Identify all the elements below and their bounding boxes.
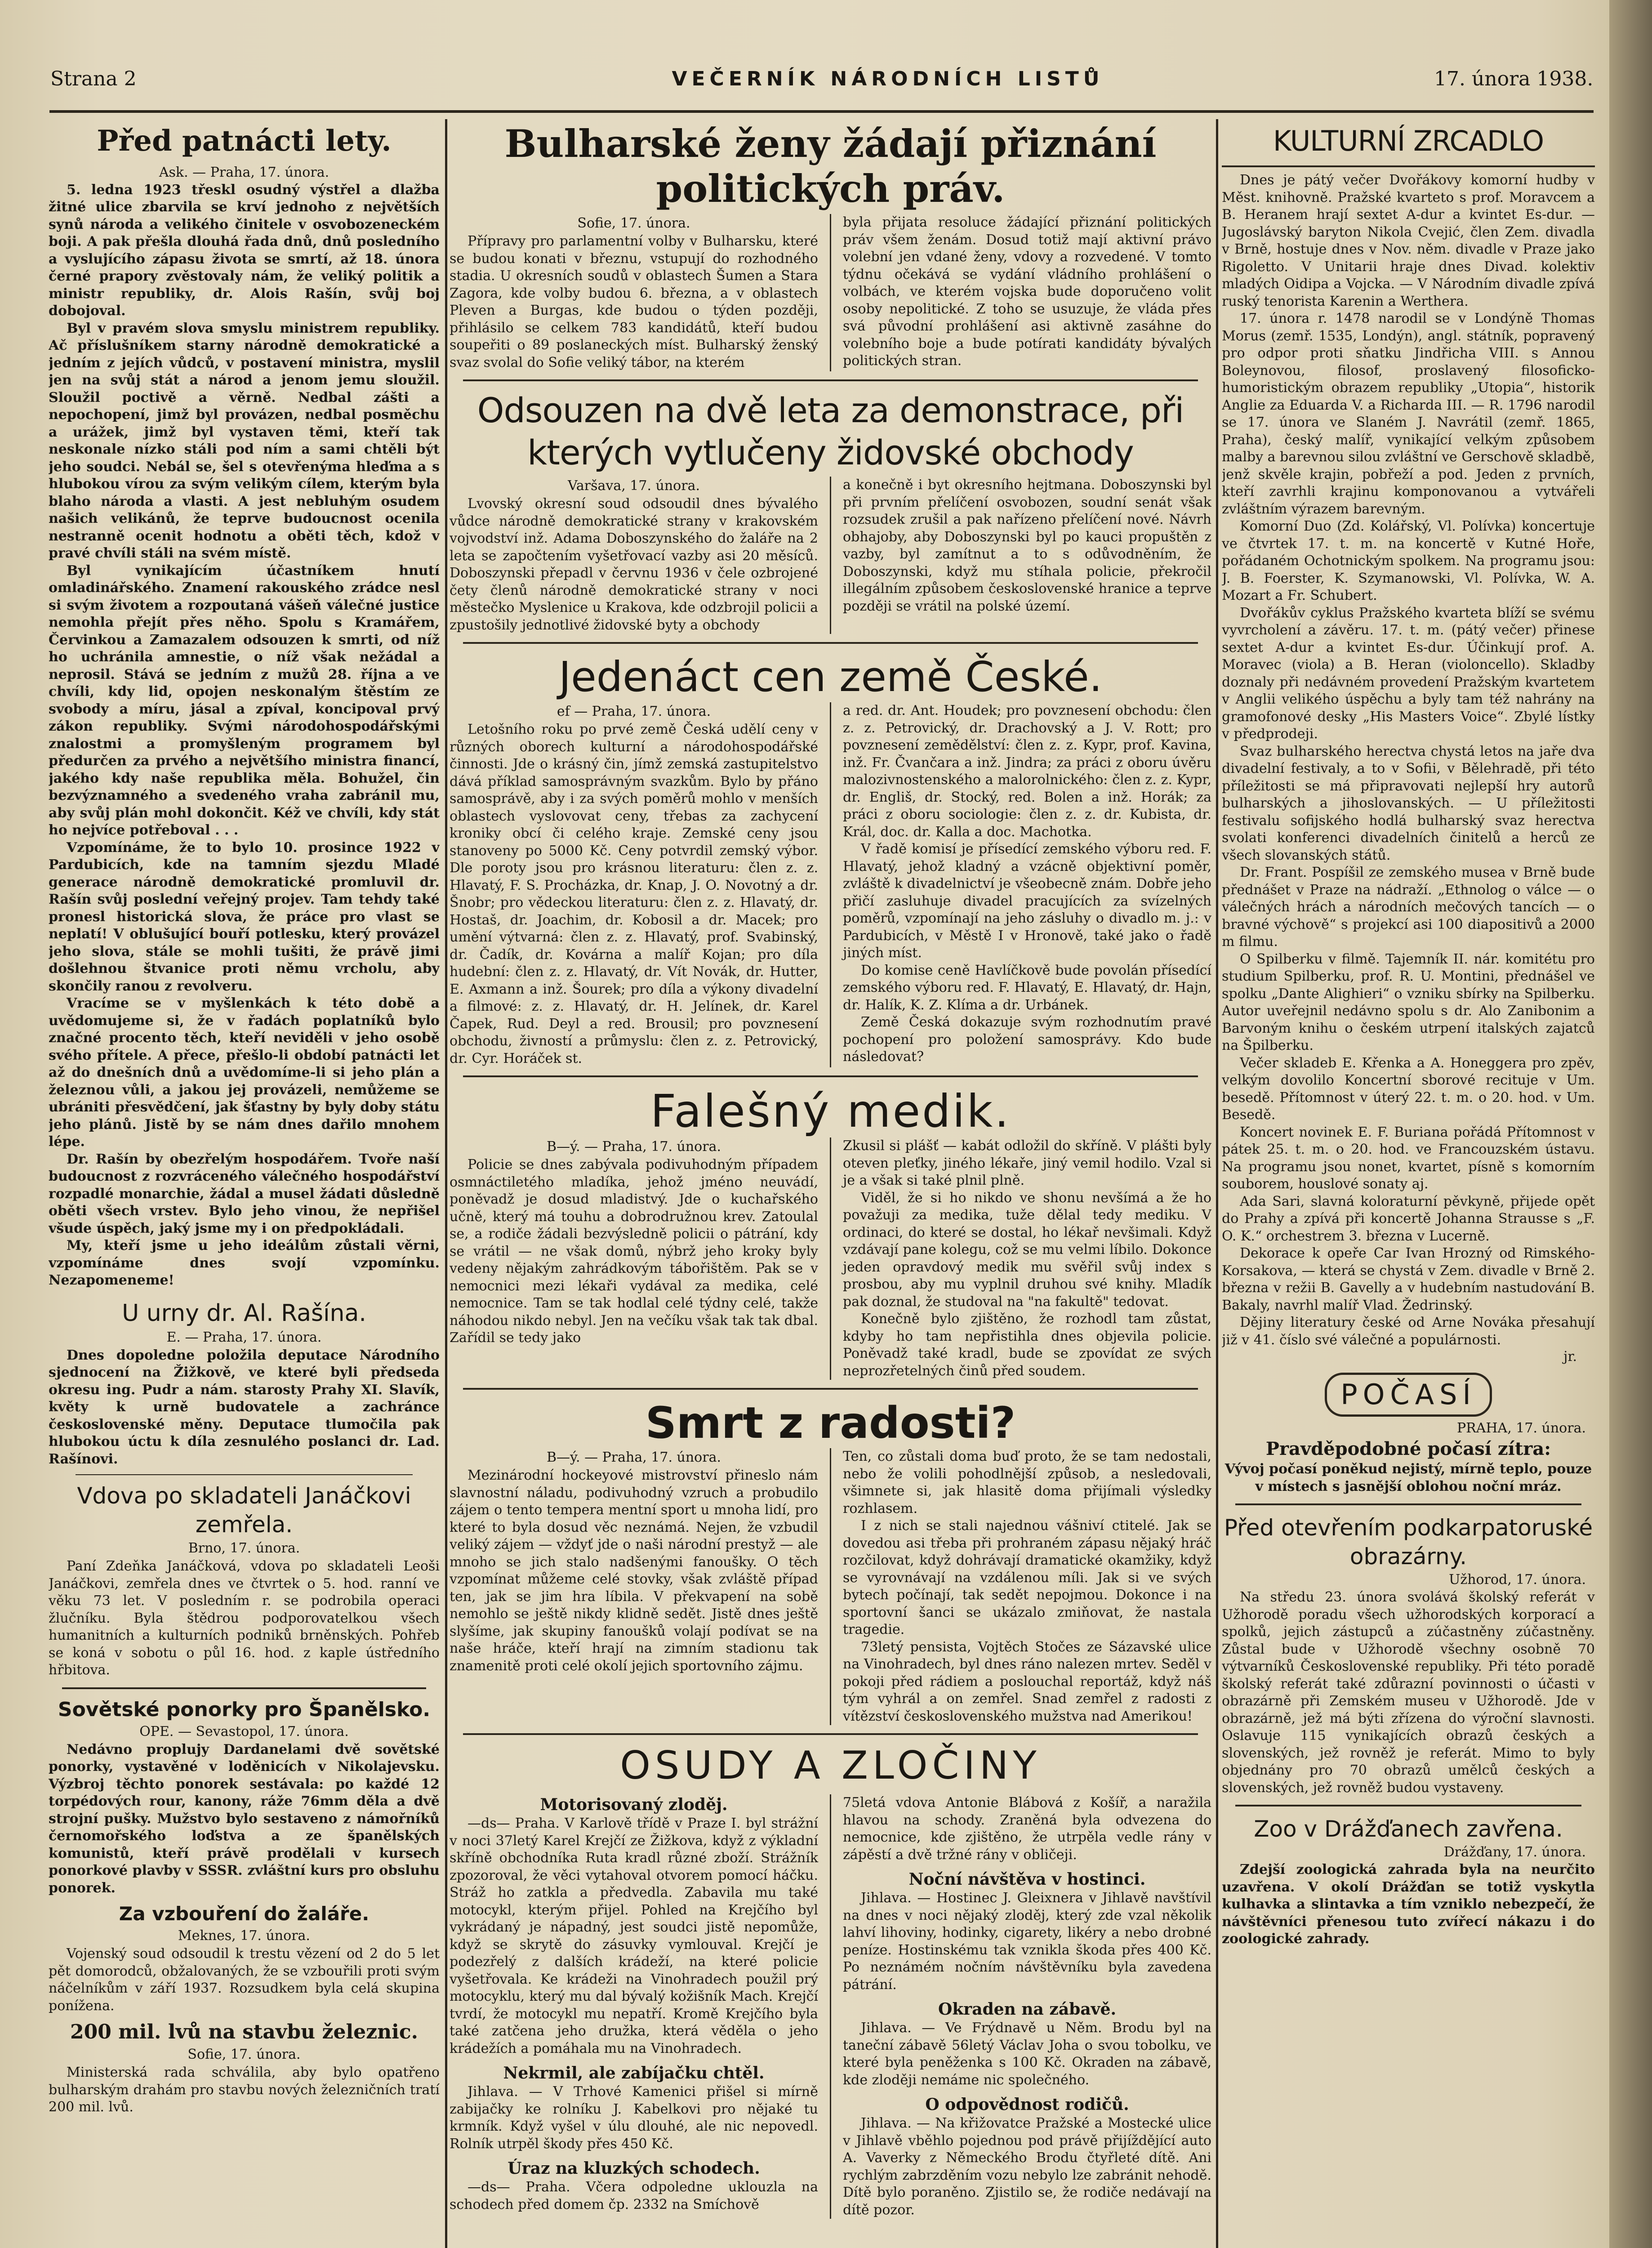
smrt-col2: Ten, co zůstali doma buď proto, že se tam nedostali, nebo že volili pohodlnější způsob, a nesledovali, všimnete si, jak hlasitě doma přijímali výsledky rozhlasem. bbox=[843, 1449, 1211, 1517]
masthead: VEČERNÍK NÁRODNÍCH LISTŮ bbox=[672, 67, 1104, 90]
kulturni-p5: Svaz bulharského herectva chystá letos na jaře dva divadelní festivaly, a to v Sofii, v Bělehradě, při této příležitosti se má připravovati nejlepší hry autorů bulharských a jihoslovanských. — U příležitosti festivalu sofijského hodlá bulharský svaz herectva svolati konferenci divadelních činitelů a herců ze všech slovanských států. bbox=[1222, 743, 1595, 863]
motor-text: —ds— Praha. V Karlově třídě v Praze I. byl strážní v noci 37letý Karel Krejčí ze Žižkova, když z výkladní skříně obchodníka Ruta kradl různé zboží. Strážník zpozoroval, že věci vytahoval otvorem pomocí háčku. Stráž ho zatkla a předvedla. Zabavila mu také motocykl, kterým přijel. Pohled na Krejčího byl vykrádaný je nápadný, jest soudci jistě nepomůže, když se skrytě do zásuvky vymlouval. Krejčí je podezřelý z dalších krádeží, na které policie vyšetřovala. Ke krádeži na Vinohradech použil prý motocyklu, který mu dal bývalý kožišník Mach. Krejčí tvrdí, že motocykl mu nepatří. Kromě Krejčího byla také zatčena jeho družka, která věděla o jeho krádežích a pomáhala mu na Vinohradech. bbox=[450, 1815, 818, 2056]
medik-col2b: Viděl, že si ho nikdo ve shonu nevšímá a že ho považuji za medika, tuže dělal tedy mediku. V ordinaci, do které se dostal, ho lékař nevšimali. Když vzdávají pane kolegu, což se mu velmi líbilo. Dokonce jeden opravdový medik mu svěřil svůj index s prosbou, aby mu vyplnil druhou své knihy. Mladík pak doznal, že studoval na "na fakultě" tedovat. bbox=[843, 1190, 1211, 1310]
separator bbox=[1235, 1503, 1581, 1505]
headline-odsouzen: Odsouzen na dvě leta za demonstrace, při kterých vytlučeny židovské obchody bbox=[477, 390, 1184, 473]
odsouzen-col2: a konečně i byt okresního hejtmana. Doboszynski byl při prvním přelíčení osvobozen, soudní senát však rozsudek zrušil a pak nařízeno přelíčení nové. Návrh obhajoby, aby Doboszynski byl po kauci propuštěn z vazby, byl zamítnut a to s odůvodněním, že Doboszynski, když mu stíhala policie, překročil illegálním způsobem československé hranice a teprve později se vrátil na polské území. bbox=[843, 477, 1211, 614]
patnacti-p2: Byl v pravém slova smyslu ministrem republiky. Ač příslušníkem starny národně demokratické a jedním z jejích vůdců, v postavení ministra, myslil jen na svůj stát a národ a jenom jemu sloužil. Sloužil poctivě a věrně. Nedbal zášti a nepochopení, jimž byl provázen, nedbal posměchu a urážek, jimž byl vystaven těmi, kteří tak neskonale nízko stáli pod ním a sami chtěli být jeho soudci. Nebál se, šel s otevřenýma hleďma a s hlubokou vírou za svým velikým cílem, kterým byla blaho národa a vlasti. A jest nebluhým osudem našich velikánů, že teprve budoucnost ocenila nestranně ocenit hodnotu a oběti těch, kdož v pravé chvíli stáli na svém místě. bbox=[49, 320, 440, 561]
navsteva-text: Jihlava. — Hostinec J. Gleixnera v Jihlavě navštívil na dnes v noci nějaký zloděj, který zde vzal několik lahví lihoviny, hodinky, cigarety, likéry a nebo drobné peníze. Hostinskému tak vznikla škoda přes 400 Kč. Po neznámém nočním návštěvníku byla zavedena pátrání. bbox=[843, 1890, 1211, 1993]
left-column bbox=[49, 124, 440, 2248]
odsouzen-dateline: Varšava, 17. února. bbox=[567, 478, 700, 494]
pocasi-dateline: PRAHA, 17. února. bbox=[1456, 1420, 1586, 1436]
medik-body bbox=[450, 1137, 1211, 1380]
pocasi-banner bbox=[1222, 1373, 1595, 1417]
separator bbox=[76, 1474, 413, 1475]
jedenact-dateline: ef — Praha, 17. února. bbox=[557, 704, 711, 719]
headline-leva: 200 mil. lvů na stavbu železnic. bbox=[70, 2021, 418, 2043]
medik-col2: Zkusil si plášť — kabát odložil do skříně. V plášti byly oteven pleťky, jiného lékaře, jiný vemil hodilo. Vzal si je a však si také plnil plně. bbox=[843, 1138, 1211, 1188]
bulharske-body bbox=[450, 214, 1211, 371]
patnacti-p1: 5. ledna 1923 třeskl osudný výstřel a dlažba žitné ulice zbarvila se krví jednoho z největších synů národa a velikého činitele v osvobozeneckém boji. A pak přešla dlouhá řada dnů, dnů posledního a vyslujícího zápasu života se smrtí, až 18. února černé prapory zvěstovaly nám, že veliký politik a ministr republiky, dr. Alois Rašín, svůj boj dobojoval. bbox=[49, 182, 440, 319]
motor-title: Motorisovaný zloděj. bbox=[540, 1795, 728, 1814]
vdova-dateline: Brno, 17. února. bbox=[188, 1540, 300, 1556]
jedenact-col2d: Země Česká dokazuje svým rozhodnutím pravé pochopení pro položení samosprávy. Kdo bude následovat? bbox=[843, 1014, 1211, 1065]
headline-zoo: Zoo v Drážďanech zavřena. bbox=[1254, 1816, 1563, 1842]
patnacti-p3: Byl vynikajícím účastníkem hnutí omladinářského. Znamení rakouského zrádce nesl si svým životem a rozpoutaná vášeň válečné justice nemohla přejít přes něho. Spolu s Kramářem, Červinkou a Zamazalem odsouzen k smrti, od níž ho uchránila amnestie, o níž však nežádal a neprosil. Stává se jedním z mužů 28. října a ve chvíli, kdy lid, opojen neskonalým štěstím ze svobody a míru, jásal a zpíval, koncipoval prvý zákon republiky. Svými národohospodářskými znalostmi a promyšleným programem byl předurčen za prvého a největšího ministra financí, jakého kdy naše republika měla. Bohužel, čin bezvýznamného a svedeného vraha zabránil mu, aby svůj plán mohl dokončit. Kéž ve chvíli, kdy stát ho nejvíce potřeboval . . . bbox=[49, 562, 440, 838]
osudy-col2a: 75letá vdova Antonie Blábová z Košíř, a naražila hlavou na schody. Zraněná byla odvezena do nemocnice, kde zjištěno, že utrpěla vedle rány v zápěstí a dvě tržné rány v obličeji. bbox=[843, 1795, 1211, 1863]
okraden-text: Jihlava. — Ve Frýdnavě u Něm. Brodu byl na taneční zábavě 56letý Václav Joha o svou tobolku, ve které byla peněženka s 100 Kč. Okraden na zábavě, kde zloději nemáme nic společného. bbox=[843, 2020, 1211, 2088]
column-divider bbox=[830, 477, 831, 634]
medik-col2c: Konečně bylo zjištěno, že rozhodl tam zůstat, kdyby ho tam nepřistihla dnes objevila policie. Poněvadž také kradl, bude se zpovídat ze svých neprozřetelných činů před soudem. bbox=[843, 1311, 1211, 1379]
kulturni-p12: Dějiny literatury české od Arne Nováka přesahují již v 41. číslo své válečné a populárnosti. bbox=[1222, 1315, 1595, 1348]
column-divider bbox=[830, 1137, 831, 1380]
patnacti-p6: Dr. Rašín by obezřelým hospodářem. Tvoře naší budoucnost z rozvráceného válečného hospodářství rozpadlé monarchie, žádal a musel žádati důsledně oběti všech vrstev. Bylo jeho vinou, že nepřišel všude úspěch, jaký jsme my i on předpokládali. bbox=[49, 1151, 440, 1236]
smrt-body bbox=[450, 1448, 1211, 1725]
pocasi-text: Vývoj počasí poněkud nejistý, mírně teplo, pouze v místech s jasnější oblohou noční mráz. bbox=[1225, 1461, 1592, 1494]
kulturni-signature: jr. bbox=[1563, 1349, 1577, 1365]
issue-date: 17. února 1938. bbox=[1434, 67, 1594, 90]
odsouzen-col1: Lvovský okresní soud odsoudil dnes bývalého vůdce národně demokratické strany v krakovském vojvodství inž. Adama Doboszynského do žaláře na 2 leta se započtením vyšetřovací vazby asi 20 měsíců. Doboszynski přepadl v červnu 1936 v čele ozbrojené čety členů národně demokratické strany v noci městečko Myslenice u Krakova, kde odzbrojil policii a zpustošily jednotlivé židovské byty a obchody bbox=[450, 496, 818, 633]
headline-kulturni: KULTURNÍ ZRCADLO bbox=[1273, 125, 1544, 157]
vzboureni-dateline: Meknes, 17. února. bbox=[178, 1928, 310, 1944]
kulturni-p6: Dr. Frant. Pospíšil ze zemského musea v Brně bude přednášet v Praze na nádraží. „Ethnolog o válce — o válečných hrách a národních mečových tancích — o bravné výchově“ s projekcí asi 100 diapositivů a 2000 m filmu. bbox=[1222, 865, 1595, 950]
jedenact-col2: a red. dr. Ant. Houdek; pro povznesení obchodu: člen z. z. Petrovický, dr. Drachovský a J. V. Rott; pro povznesení zemědělství: člen z. z. Kypr, prof. Kavina, inž. Fr. Čvančara a inž. Jindra; za práci z oboru úvěru malozivnostenského a malorolnického: člen z. z. Kypr, dr. Engliš, dr. Stocký, red. Bolen a inž. Horák; za práci z oboru sociologie: člen z. z. dr. Kubista, dr. Král, doc. dr. Kalla a doc. Machotka. bbox=[843, 703, 1211, 840]
nekrmil-title: Nekrmil, ale zabíjačku chtěl. bbox=[503, 2064, 765, 2083]
urny-dateline: E. — Praha, 17. února. bbox=[166, 1329, 322, 1345]
kulturni-p10: Ada Sari, slavná koloraturní pěvkyně, přijede opět do Prahy a zpívá při koncertě Johanna Strausse s „F. O. K.“ orchestrem 3. března v Lucerně. bbox=[1222, 1193, 1595, 1244]
kulturni-p9: Koncert novinek E. F. Buriana pořádá Přítomnost v pátek 25. t. m. o 20. hod. ve Francouzském ústavu. Na programu jsou nonet, kvartet, písně s komorním souborem, houslové sonaty aj. bbox=[1222, 1124, 1595, 1192]
smrt-col2b: I z nich se stali najednou vášniví ctitelé. Jak se dovedou asi třeba při prohraném zápasu nějaký hráč rozčilovat, když dohrávají dramatické okamžiky, když se vyrovnávají na vzdálenou míli. Jak si ve svých bytech počínají, tak sedět nepojmou. Dokonce i na sportovní šanci se ukázalo zmiňovat, že nastala tragedie. bbox=[843, 1518, 1211, 1637]
column-divider bbox=[830, 1794, 831, 2219]
zoo-dateline: Drážďany, 17. února. bbox=[1443, 1844, 1586, 1860]
smrt-dateline: B—ý. — Praha, 17. února. bbox=[546, 1450, 721, 1465]
osudy-body bbox=[450, 1794, 1211, 2219]
leva-dateline: Sofie, 17. února. bbox=[187, 2047, 301, 2062]
odpovedny-title: O odpovědnost rodičů. bbox=[925, 2095, 1129, 2114]
headline-obrazarna: Před otevřením podkarpatoruské obrazárny. bbox=[1224, 1515, 1593, 1570]
okraden-title: Okraden na zábavě. bbox=[938, 2000, 1117, 2019]
kulturni-p2: 17. února r. 1478 narodil se v Londýně Thomas Morus (zemř. 1535, Londýn), angl. státník, popravený pro odpor proti sňatku Jindřicha VIII. s Annou Boleynovou, filosof, proslavený filosoficko-humoristickým obrazem republiky „Utopia“, historik Anglie za Eduarda V. a Richarda III. — R. 1796 narodil se 17. února ve Slaném J. Navrátil (zemř. 1865, Praha), český malíř, vynikající velkým způsobem malby a barevnou silou zvláštní ve Gerschově skladbě, jenž skvěle krajin, pobřeží a pod. Jeden z prvních, kteří zavrhli krajinu komponovanou a vytvářeli zvláštním výrazem barevným. bbox=[1222, 311, 1595, 517]
osudy-banner bbox=[450, 1743, 1211, 1788]
center-column bbox=[450, 121, 1211, 2248]
patnacti-p4: Vzpomínáme, že to bylo 10. prosince 1922 v Pardubicích, kde na tamním sjezdu Mladé generace národně demokratické promluvil dr. Rašín svůj poslední veřejný projev. Tam tehdy také pronesl historická slova, že práce pro vlast se neplatí! V oblušující bouří potlesku, který provázel jeho slova, stále se mohli tušiti, že právě jimi došlehnou štvanice proti němu vrcholu, aby skončily ranou z revolveru. bbox=[49, 839, 440, 994]
separator bbox=[463, 379, 1198, 381]
column-divider bbox=[830, 1448, 831, 1725]
patnacti-p5: Vracíme se v myšlenkách k této době a uvědomujeme si, že v řadách poplatníků bylo značné procento těch, kteří neviděli v jeho osobě svého přítele. A přece, přešlo-li období patnácti let až do dnešních dnů a uvědomíme-li si jeho plán a železnou vůli, a jakou jej provázeli, nemůžeme se ubrániti přesvědčení, jak šťastny by byly doby státu jeho plánů. Jistě by se nám dnes dařilo mnohem lépe. bbox=[49, 995, 440, 1150]
right-column bbox=[1222, 121, 1595, 2248]
kulturni-p4: Dvořákův cyklus Pražského kvarteta blíží se svému vyvrcholení a závěru. 17. t. m. (pátý večer) přinese sextet A-dur a kvintet Es-dur. Účinkují prof. A. Moravec (viola) a B. Heran (violoncello). Skladby doznaly při nedávném provedení Pražským kvartetem v Anglii velikého úspěchu a byly tam též nahrány na gramofonové desky „His Masters Voice“. Zbylé lístky v předprodeji. bbox=[1222, 605, 1595, 742]
nekrmil-text: Jihlava. — V Trhové Kamenici přišel si mírně zabijačky ke rolníku J. Kabelkovi pro nějaké tu krmník. Když vyšel v úlu dlouhé, ale nic nepovedl. Rolník utrpěl škody přes 450 Kč. bbox=[450, 2084, 818, 2152]
headline-osudy: OSUDY A ZLOČINY bbox=[620, 1743, 1041, 1788]
bulharske-dateline: Sofie, 17. února. bbox=[577, 215, 690, 231]
column-divider bbox=[830, 702, 831, 1067]
separator bbox=[463, 1075, 1198, 1077]
patnacti-dateline: Ask. — Praha, 17. února. bbox=[159, 165, 330, 180]
headline-patnacti: Před patnácti lety. bbox=[97, 124, 392, 158]
medik-dateline: B—ý. — Praha, 17. února. bbox=[546, 1139, 721, 1155]
vzboureni-text: Vojenský soud odsoudil k trestu vězení od 2 do 5 let pět domorodců, obžalovaných, že se vzbouřili proti svým náčelníkům v září 1937. Rozsudkem byla celá skupina ponížena. bbox=[49, 1946, 440, 2014]
separator bbox=[1235, 1805, 1581, 1806]
kulturni-p8: Večer skladeb E. Křenka a A. Honeggera pro zpěv, velkým dovolilo Koncertní sborové recituje v Um. besedě. Přítomnost v úterý 22. t. m. o 20. hod. v Um. Besedě. bbox=[1222, 1055, 1595, 1123]
headline-smrt: Smrt z radosti? bbox=[645, 1398, 1016, 1448]
ponorky-text: Nedávno proplujy Dardanelami dvě sovětské ponorky, vystavěné v loděnicích v Nikolajevsku. Výzbroj těchto ponorek sestávala: po každé 12 torpédových rour, kanony, ráže 76mm děla a dvě strojní pušky. Mužstvo bylo sestaveno z námořníků černomořského loďstva a ze španělských komunistů, kteří právě prodělali v kursech ponorkové plavby v SSSR. zvláštní kurs pro obsluhu ponorek. bbox=[49, 1741, 440, 1896]
headline-bulharske: Bulharské ženy žádají přiznání politických práv. bbox=[504, 121, 1157, 211]
header-rule bbox=[49, 110, 1594, 113]
page-number: Strana 2 bbox=[50, 67, 137, 90]
column-rule-1 bbox=[445, 119, 447, 2248]
leva-text: Ministerská rada schválila, aby bylo opatřeno bulharským drahám pro stavbu nových železničních tratí 200 mil. lvů. bbox=[49, 2065, 440, 2115]
headline-medik: Falešný medik. bbox=[650, 1085, 1011, 1137]
vdova-text: Paní Zdeňka Janáčková, vdova po skladateli Leoši Janáčkovi, zemřela dnes ve čtvrtek o 5. hod. ranní ve věku 73 let. V posledním r. se podrobila operaci žlučníku. Byla štědrou podporovatelkou všech humanitních a kulturních podniků brněnských. Pohřeb se koná v sobotu o půl 16. hod. z kaple ústředního hřbitova. bbox=[49, 1558, 440, 1678]
jedenact-col1: Letošního roku po prvé země Česká udělí ceny v různých oborech kulturní a národohospodářské činnosti. Jde o krásný čin, jímž zemská zastupitelstvo dává příklad samosprávným svazkům. Bylo by přáno samosprávě, aby i za svých poměrů mohlo v menších oblastech vyslovovat ceny, třebas za zachycení kroniky obcí či celého kraje. Zemské ceny jsou stanoveny po 5000 Kč. Ceny potvrdil zemský výbor. Dle poroty jsou pro krásnou literaturu: člen z. z. Hlavatý, F. S. Procházka, dr. Knap, J. O. Novotný a dr. Šnobr; pro vědeckou literaturu: člen z. z. Hlavatý, dr. Hostaš, dr. Joachim, dr. Kobosil a dr. Macek; pro umění výtvarná: člen z. z. Hlavatý, prof. Svabinský, dr. Čadík, dr. Kovárna a malíř Kojan; pro díla hudební: člen z. z. Hlavatý, dr. Vít Novák, dr. Hutter, E. Axmann a inž. Šourek; pro díla a výkony divadelní a filmové: z. z. Hlavatý, dr. H. Jelínek, dr. Karel Čapek, Rud. Deyl a red. Brousil; pro povznesení obchodu, živností a průmyslu: člen z. z. Petrovický, dr. Cyr. Horáček st. bbox=[450, 722, 818, 1066]
separator bbox=[463, 642, 1198, 644]
kulturni-p3: Komorní Duo (Zd. Kolářský, Vl. Polívka) koncertuje ve čtvrtek 17. t. m. na koncertě v Kutné Hoře, pořádaném Ochotnickým spolkem. Na programu jsou: J. B. Foerster, K. Szymanowski, Vl. Polívka, W. A. Mozart a Fr. Schubert. bbox=[1222, 518, 1595, 603]
headline-ponorky: Sovětské ponorky pro Španělsko. bbox=[58, 1698, 431, 1721]
column-rule-2 bbox=[1216, 119, 1218, 2248]
headline-vdova: Vdova po skladateli Janáčkovi zemřela. bbox=[77, 1483, 411, 1538]
kulturni-p11: Dekorace k opeře Car Ivan Hrozný od Rimského-Korsakova, — která se chystá v Zem. divadle v Brně 2. března v režii B. Gavelly a v hudebním nastudování B. Bakaly, navrhl malíř Vlad. Žedrinský. bbox=[1222, 1245, 1595, 1313]
separator bbox=[463, 1733, 1198, 1735]
pocasi-subtitle: Pravděpodobné počasí zítra: bbox=[1265, 1438, 1551, 1459]
odpovedny-text: Jihlava. — Na křižovatce Pražské a Mostecké ulice v Jihlavě vběhlo pojednou pod právě přijíždějící auto A. Vaverky z Německého Brodu čtyřleté dítě. Ani rychlým zabrzděním vozu nebylo lze zabránit nehodě. Dítě bylo poraněno. Zjistilo se, že rodiče nedávají na dítě pozor. bbox=[843, 2115, 1211, 2218]
uraz-title: Úraz na kluzkých schodech. bbox=[508, 2159, 760, 2178]
kulturni-p7: O Spilberku v filmě. Tajemník II. nár. komitétu pro studium Spilberku, prof. R. U. Montini, přednášel ve spolku „Dante Alighieri“ o vzniku sbírky na Spilberku. Autor uveřejnil nedávno spolu s dr. Alo Zanibonim a Barvoným knihu o českém utrpení italských zajatců na Špilberku. bbox=[1222, 951, 1595, 1053]
page-edge bbox=[1609, 0, 1652, 2248]
bulharske-col2: byla přijata resoluce žádající přiznání politických práv všem ženám. Dosud totiž mají aktivní právo volební jen vdané ženy, vdovy a rozvedené. V tomto týdnu očekává se vydání vládního prohlášení o volbách, ve kterém vojska bude doporučeno volit osoby nepolitické. Z toho se usuzuje, že vláda přes svá původní prohlášení asi aktivně zasáhne do volebního boje a bude potírati kandidáty bývalých politických stran. bbox=[843, 214, 1211, 369]
obrazarna-dateline: Užhorod, 17. února. bbox=[1449, 1572, 1586, 1588]
urny-text: Dnes dopoledne položila deputace Národního sjednocení na Žižkově, ve které byli předseda okresu ing. Pudr a nám. starosty Prahy XI. Slavík, květy k urně budovatele a zachránce československé měny. Deputace tlumočila pak hlubokou úctu k díla zesnulého poslanci dr. Lad. Rašínovi. bbox=[49, 1347, 440, 1467]
headline-jedenact: Jedenáct cen země České. bbox=[558, 653, 1103, 701]
kulturni-rule bbox=[1222, 165, 1595, 167]
odsouzen-body bbox=[450, 477, 1211, 634]
smrt-col1: Mezinárodní hockeyové mistrovství přineslo nám slavnostní náladu, podivuhodný vzruch a probudilo zájem o tento tempera mentní sport u mnoha lidí, pro které to byla dosud věc neznámá. Nejen, že vzbudil veliký zájem — vždyť jde o naši národní prestyž — ale mnoho se jich stalo nadšenými fanoušky. O těch vzpomínat můžeme celé stovky, však zvláště případ ten, jak se jim hra líbila. V překvapení na sobě nemohlo se ještě nikdy klidně sedět. Jistě dnes ještě slyšíme, jak skupiny fanoušků volají podívat se na naše hráče, kteří hrají na zimním stadionu tak znamenitě proti celé okolí jejich sportovního zájmu. bbox=[450, 1467, 818, 1674]
headline-pocasi: POČASÍ bbox=[1325, 1373, 1492, 1417]
ponorky-dateline: OPE. — Sevastopol, 17. února. bbox=[139, 1723, 349, 1740]
bulharske-col1: Přípravy pro parlamentní volby v Bulharsku, které se budou konati v březnu, vstupují do rozhodného stadia. U okresních soudů v oblastech Šumen a Stara Zagora, kde volby budou 6. března, a v oblastech Pleven a Burgas, kde budou o týden později, přihlásilo se celkem 783 kandidátů, kteří budou soupeřiti o 89 poslaneckých míst. Bulharský ženský svaz svolal do Sofie veliký tábor, na kterém bbox=[450, 233, 818, 370]
separator bbox=[62, 1687, 426, 1689]
column-divider bbox=[830, 214, 831, 371]
jedenact-col2c: Do komise ceně Havlíčkově bude povolán přísedící zemského výboru red. F. Hlavatý, E. Hlavatý, dr. Hajn, dr. Halík, K. Z. Klíma a dr. Urbánek. bbox=[843, 962, 1211, 1013]
headline-urny: U urny dr. Al. Rašína. bbox=[122, 1299, 366, 1327]
jedenact-body bbox=[450, 702, 1211, 1067]
uraz-text: —ds— Praha. Včera odpoledne uklouzla na schodech před domem čp. 2332 na Smíchově bbox=[450, 2179, 818, 2212]
patnacti-p7: My, kteří jsme u jeho ideálům zůstali věrni, vzpomínáme dnes svojí vzpomínku. Nezapomeneme! bbox=[49, 1238, 440, 1288]
separator bbox=[463, 1388, 1198, 1390]
obrazarna-text: Na středu 23. února svolává školský referát v Užhorodě poradu všech užhorodských korporací a spolků, jejich zástupců a zúčastněny zúčastněny. Zůstal bude v Užhorodě všechny osobně 70 výtvarníků Československé republiky. Při této poradě školský referát také zdůrazní povinnosti o účasti v obrazárně při Zemském museu v Užhorodě. Jde v obrazárně, jež má býti zřízena do výroční slavnosti. Oslavuje 115 vynikajících obrazů českých a slovenských, jež rovněž je referát. Mimo to byly objednány pro 70 obrazů umělců českých a slovenských, jež rovněž budou vystaveny. bbox=[1222, 1589, 1595, 1796]
kulturni-p1: Dnes je pátý večer Dvořákovy komorní hudby v Měst. knihovně. Pražské kvarteto s prof. Moravcem a B. Heranem hrají sextet A-dur a kvintet Es-dur. — Jugoslávský baryton Nikola Cvejić, člen Zem. divadla v Brně, hostuje dnes v Nov. něm. divadle v Praze jako Rigoletto. V Unitarii hraje dnes Divad. kolektiv mladých Oidipa a Vojcka. — V Národním divadle zpívá ruský tenorista Karenin a Werthera. bbox=[1222, 172, 1595, 309]
smrt-col2c: 73letý pensista, Vojtěch Stočes ze Sázavské ulice na Vinohradech, byl dnes ráno nalezen mrtev. Seděl v pokoji před rádiem a poslouchal reportáž, když náš tým vyhrál a on zemřel. Snad zemřel z radosti z vítězství československého mužstva nad Amerikou! bbox=[843, 1639, 1211, 1724]
navsteva-title: Noční návštěva v hostinci. bbox=[908, 1870, 1146, 1889]
headline-vzboureni: Za vzbouření do žaláře. bbox=[119, 1903, 370, 1925]
medik-col1: Policie se dnes zabývala podivuhodným případem osmnáctiletého mladíka, jehož jméno neuvádí, poněvadž je dosud mladistvý. Jde o kuchařského učně, který má touhu a dobrodružnou krev. Zatoulal se, a rodiče žádali bezvýsledně policii o pátrání, kdy se vrátil — ne však domů, nýbrž jeho kroky byly vedeny nějakým zahrádkovým tábořištěm. Pak se v nemocnici mezi lékaři vydával za medika, celé nemocnice. Tam se tak hodlal celé týdny celé, takže náhodou nikdo nebyl. Jen na večíku však tak tak dbal. Zařídil se tedy jako bbox=[450, 1157, 818, 1346]
jedenact-col2b: V řadě komisí je přísedící zemského výboru red. F. Hlavatý, jehož kladný a vzácně objektivní poměr, zvláště k divadelnictví je všeobecně znám. Dobře jeho přičí zasluhuje divadel pracujících za svízelných poměrů, vzpomínají na jeho zásluhy o divadlo m. j.: v Pardubicích, v Městě I v Hronově, také jako o řadě jiných míst. bbox=[843, 841, 1211, 961]
zoo-text: Zdejší zoologická zahrada byla na neurčito uzavřena. V okolí Drážďan se totiž vyskytla kulhavka a slintavka a tím vzniklo nebezpečí, že návštěvníci přenesou tuto zvířecí nákazu i do zoologické zahrady. bbox=[1222, 1862, 1595, 1947]
